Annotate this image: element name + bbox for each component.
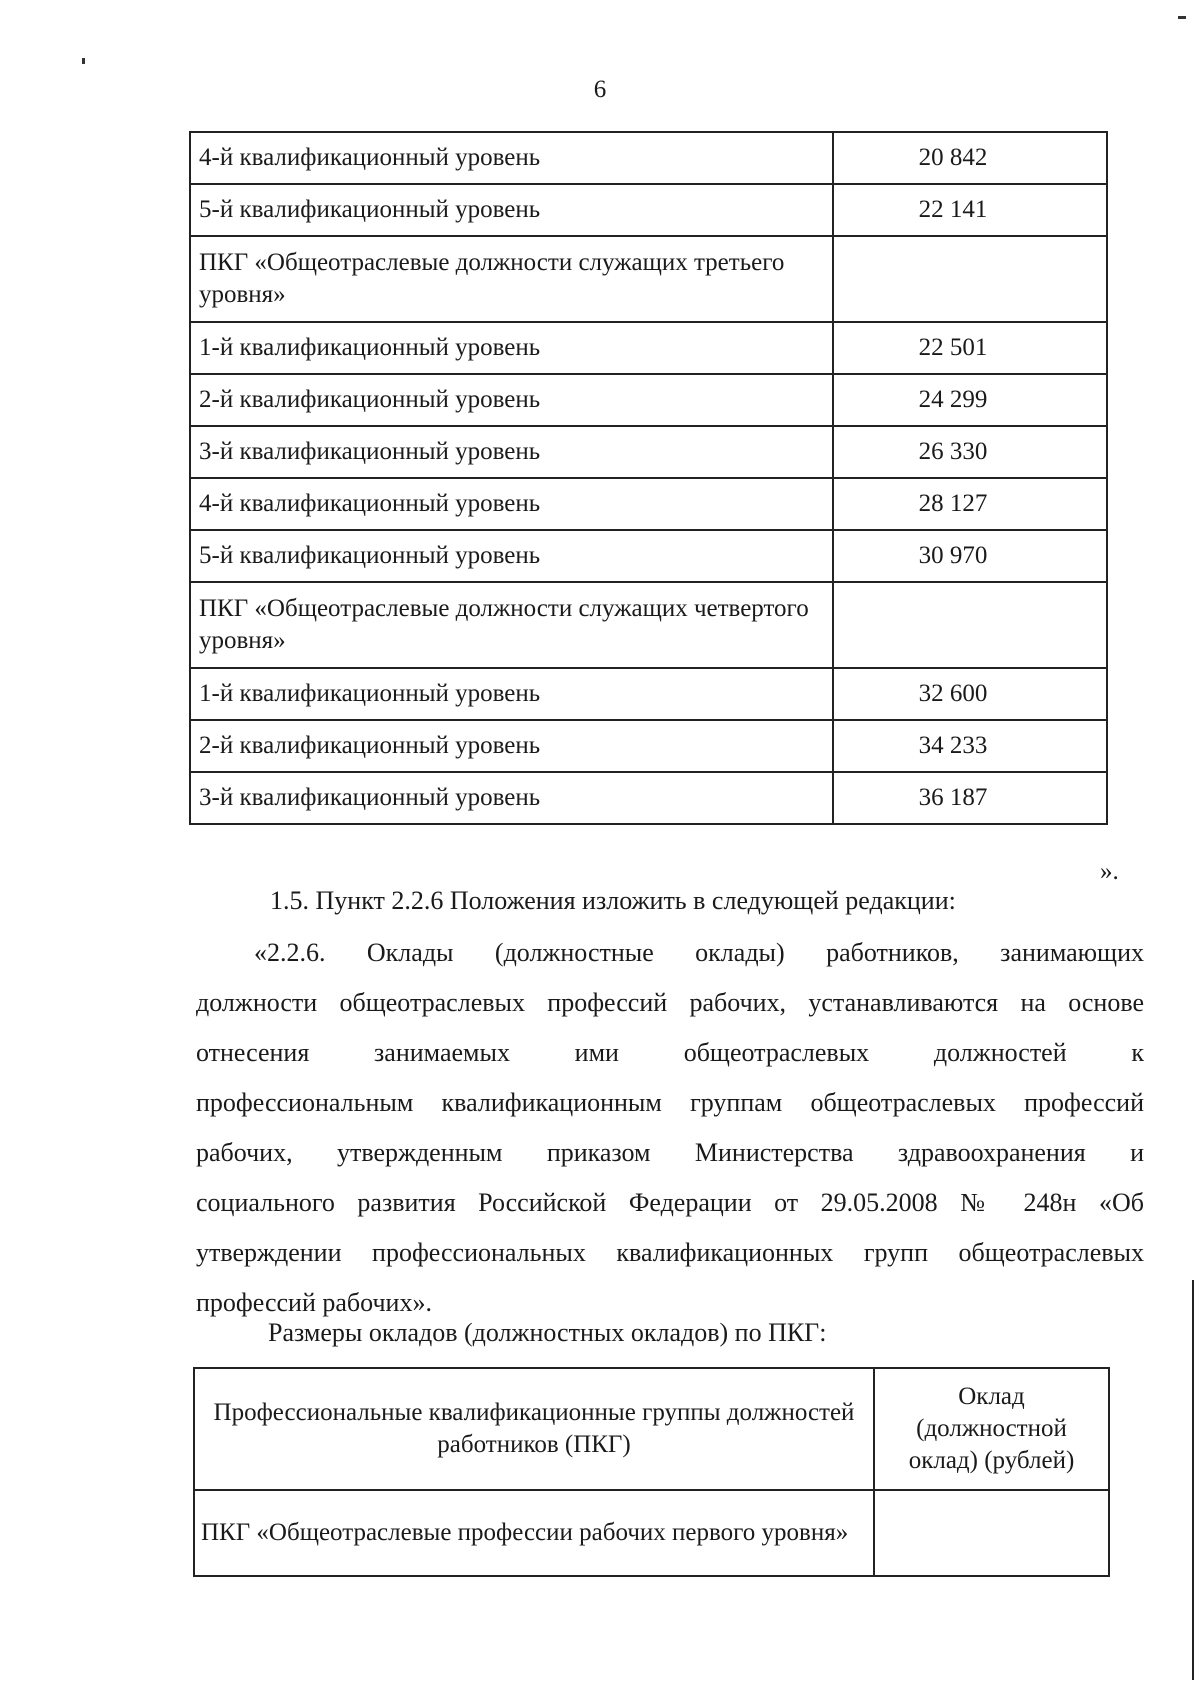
row-value: 32 600 xyxy=(833,668,1107,720)
paragraph-1-5: 1.5. Пункт 2.2.6 Положения изложить в следующей редакции: xyxy=(270,886,956,915)
table-row xyxy=(190,374,1107,426)
row-value: 22 141 xyxy=(833,184,1107,236)
scan-edge-line xyxy=(1192,1280,1194,1680)
row-name: 1-й квалификационный уровень xyxy=(190,668,833,720)
table-row xyxy=(190,772,1107,824)
row-value: 24 299 xyxy=(833,374,1107,426)
table-group-row xyxy=(190,236,1107,322)
table-row xyxy=(194,1490,1109,1576)
row-name: 3-й квалификационный уровень xyxy=(190,772,833,824)
row-value: 34 233 xyxy=(833,720,1107,772)
row-name: 3-й квалификационный уровень xyxy=(190,426,833,478)
row-value xyxy=(833,582,1107,668)
salary-table-employees xyxy=(189,131,1108,825)
paragraph-line: профессиональным квалификационным группам общеотраслевых профессий xyxy=(196,1088,1144,1117)
row-name: 5-й квалификационный уровень xyxy=(190,530,833,582)
salary-table-workers xyxy=(193,1367,1110,1577)
table-row xyxy=(190,426,1107,478)
row-name: ПКГ «Общеотраслевые должности служащих третьего уровня» xyxy=(190,236,833,322)
paragraph-line: социального развития Российской Федерации от 29.05.2008 № 248н «Об xyxy=(196,1188,1144,1217)
table-row xyxy=(190,668,1107,720)
row-name: ПКГ «Общеотраслевые должности служащих четвертого уровня» xyxy=(190,582,833,668)
sizes-heading: Размеры окладов (должностных окладов) по ПКГ: xyxy=(268,1318,827,1347)
row-name: 2-й квалификационный уровень xyxy=(190,374,833,426)
row-value: 20 842 xyxy=(833,132,1107,184)
row-name: 4-й квалификационный уровень xyxy=(190,478,833,530)
row-name: ПКГ «Общеотраслевые профессии рабочих первого уровня» xyxy=(194,1490,874,1576)
row-name: 4-й квалификационный уровень xyxy=(190,132,833,184)
header-salary: Оклад (должностной оклад) (рублей) xyxy=(874,1368,1109,1490)
table-row xyxy=(190,478,1107,530)
row-name: 2-й квалификационный уровень xyxy=(190,720,833,772)
table-row xyxy=(190,184,1107,236)
row-value: 22 501 xyxy=(833,322,1107,374)
table-header-row xyxy=(194,1368,1109,1490)
paragraph-line: утверждении профессиональных квалификационных групп общеотраслевых xyxy=(196,1238,1144,1267)
table-group-row xyxy=(190,582,1107,668)
paragraph-line: рабочих, утвержденным приказом Министерства здравоохранения и xyxy=(196,1138,1144,1167)
header-pkg: Профессиональные квалификационные группы должностей работников (ПКГ) xyxy=(194,1368,874,1490)
scan-speck xyxy=(82,58,85,64)
table-row xyxy=(190,720,1107,772)
row-value: 30 970 xyxy=(833,530,1107,582)
row-value xyxy=(833,236,1107,322)
page-number: 6 xyxy=(593,76,607,103)
table-row xyxy=(190,530,1107,582)
paragraph-line: должности общеотраслевых профессий рабочих, устанавливаются на основе xyxy=(196,988,1144,1017)
row-value: 36 187 xyxy=(833,772,1107,824)
table-row xyxy=(190,322,1107,374)
row-value: 26 330 xyxy=(833,426,1107,478)
table-row xyxy=(190,132,1107,184)
row-name: 5-й квалификационный уровень xyxy=(190,184,833,236)
row-value: 28 127 xyxy=(833,478,1107,530)
scan-speck xyxy=(1178,16,1186,19)
row-value xyxy=(874,1490,1109,1576)
row-name: 1-й квалификационный уровень xyxy=(190,322,833,374)
paragraph-line: отнесения занимаемых ими общеотраслевых должностей к xyxy=(196,1038,1144,1067)
paragraph-line: «2.2.6. Оклады (должностные оклады) работников, занимающих xyxy=(254,938,1144,967)
paragraph-2-2-6 xyxy=(196,928,1144,1328)
closing-quote: ». xyxy=(1100,858,1119,885)
paragraph-line: профессий рабочих». xyxy=(196,1288,432,1317)
